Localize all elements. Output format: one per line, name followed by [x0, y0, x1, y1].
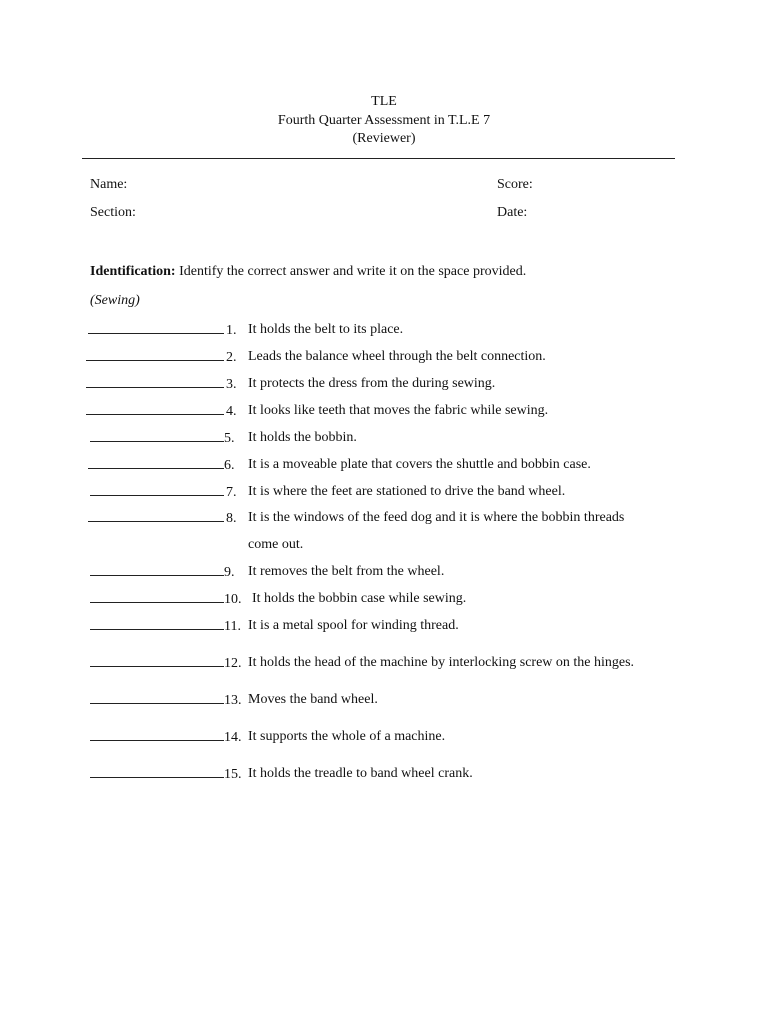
list-item [86, 349, 237, 366]
item-number: 2. [226, 350, 237, 365]
doc-note: (Reviewer) [352, 131, 416, 146]
item-number: 10. [224, 592, 242, 607]
answer-blank[interactable] [88, 322, 224, 334]
name-field-label: Name: [90, 177, 128, 192]
answer-blank[interactable] [90, 618, 224, 630]
list-item [88, 510, 237, 527]
item-text: It holds the bobbin. [248, 430, 357, 445]
instructions-label: Identification: [90, 264, 176, 279]
item-text: It holds the treadle to band wheel crank. [248, 766, 473, 781]
list-item [90, 430, 235, 447]
item-number: 6. [224, 458, 235, 473]
answer-blank[interactable] [90, 591, 224, 603]
instructions [90, 264, 526, 280]
item-number: 9. [224, 565, 235, 580]
item-text: Moves the band wheel. [248, 692, 378, 707]
item-text: It supports the whole of a machine. [248, 729, 446, 744]
list-item [90, 591, 242, 608]
list-item [86, 403, 237, 420]
answer-blank[interactable] [90, 564, 224, 576]
item-number: 3. [226, 377, 237, 392]
item-text: It is where the feet are stationed to drive the band wheel. [248, 484, 566, 499]
item-number: 1. [226, 323, 237, 338]
item-text: It holds the belt to its place. [248, 322, 404, 337]
section-title: (Sewing) [90, 293, 140, 308]
item-text-continuation: come out. [248, 537, 304, 552]
answer-blank[interactable] [90, 484, 224, 496]
list-item [90, 564, 235, 581]
list-item [88, 322, 237, 339]
instructions-text: Identify the correct answer and write it on the space provided. [175, 264, 527, 279]
list-item [90, 692, 242, 709]
list-item [90, 729, 242, 746]
answer-blank[interactable] [90, 729, 224, 741]
section-field-label: Section: [90, 205, 136, 220]
answer-blank[interactable] [90, 430, 224, 442]
item-number: 5. [224, 431, 235, 446]
item-text: It removes the belt from the wheel. [248, 564, 445, 579]
item-text: Leads the balance wheel through the belt connection. [248, 349, 546, 364]
answer-blank[interactable] [90, 692, 224, 704]
answer-blank[interactable] [86, 403, 224, 415]
item-number: 14. [224, 730, 242, 745]
list-item [90, 618, 241, 635]
answer-blank[interactable] [86, 349, 224, 361]
list-item [90, 655, 242, 672]
answer-blank[interactable] [86, 376, 224, 388]
item-text: It looks like teeth that moves the fabric while sewing. [248, 403, 549, 418]
item-text: It is a moveable plate that covers the shuttle and bobbin case. [248, 457, 591, 472]
item-text: It is the windows of the feed dog and it is where the bobbin threads [248, 510, 625, 525]
item-number: 12. [224, 656, 242, 671]
date-field-label: Date: [497, 205, 528, 220]
item-number: 15. [224, 767, 242, 782]
answer-blank[interactable] [88, 510, 224, 522]
item-number: 4. [226, 404, 237, 419]
score-field-label: Score: [497, 177, 533, 192]
list-item [90, 766, 242, 783]
item-text: It holds the head of the machine by interlocking screw on the hinges. [248, 655, 635, 670]
item-text: It protects the dress from the during sewing. [248, 376, 496, 391]
doc-subtitle: Fourth Quarter Assessment in T.L.E 7 [277, 113, 491, 128]
item-number: 7. [226, 485, 237, 500]
item-number: 11. [224, 619, 241, 634]
item-text: It is a metal spool for winding thread. [248, 618, 459, 633]
answer-blank[interactable] [88, 457, 224, 469]
item-number: 8. [226, 511, 237, 526]
item-text: It holds the bobbin case while sewing. [252, 591, 467, 606]
doc-title: TLE [371, 94, 397, 109]
item-number: 13. [224, 693, 242, 708]
answer-blank[interactable] [90, 655, 224, 667]
list-item [86, 376, 237, 393]
header-divider [82, 158, 675, 159]
list-item [90, 484, 237, 501]
answer-blank[interactable] [90, 766, 224, 778]
list-item [88, 457, 235, 474]
